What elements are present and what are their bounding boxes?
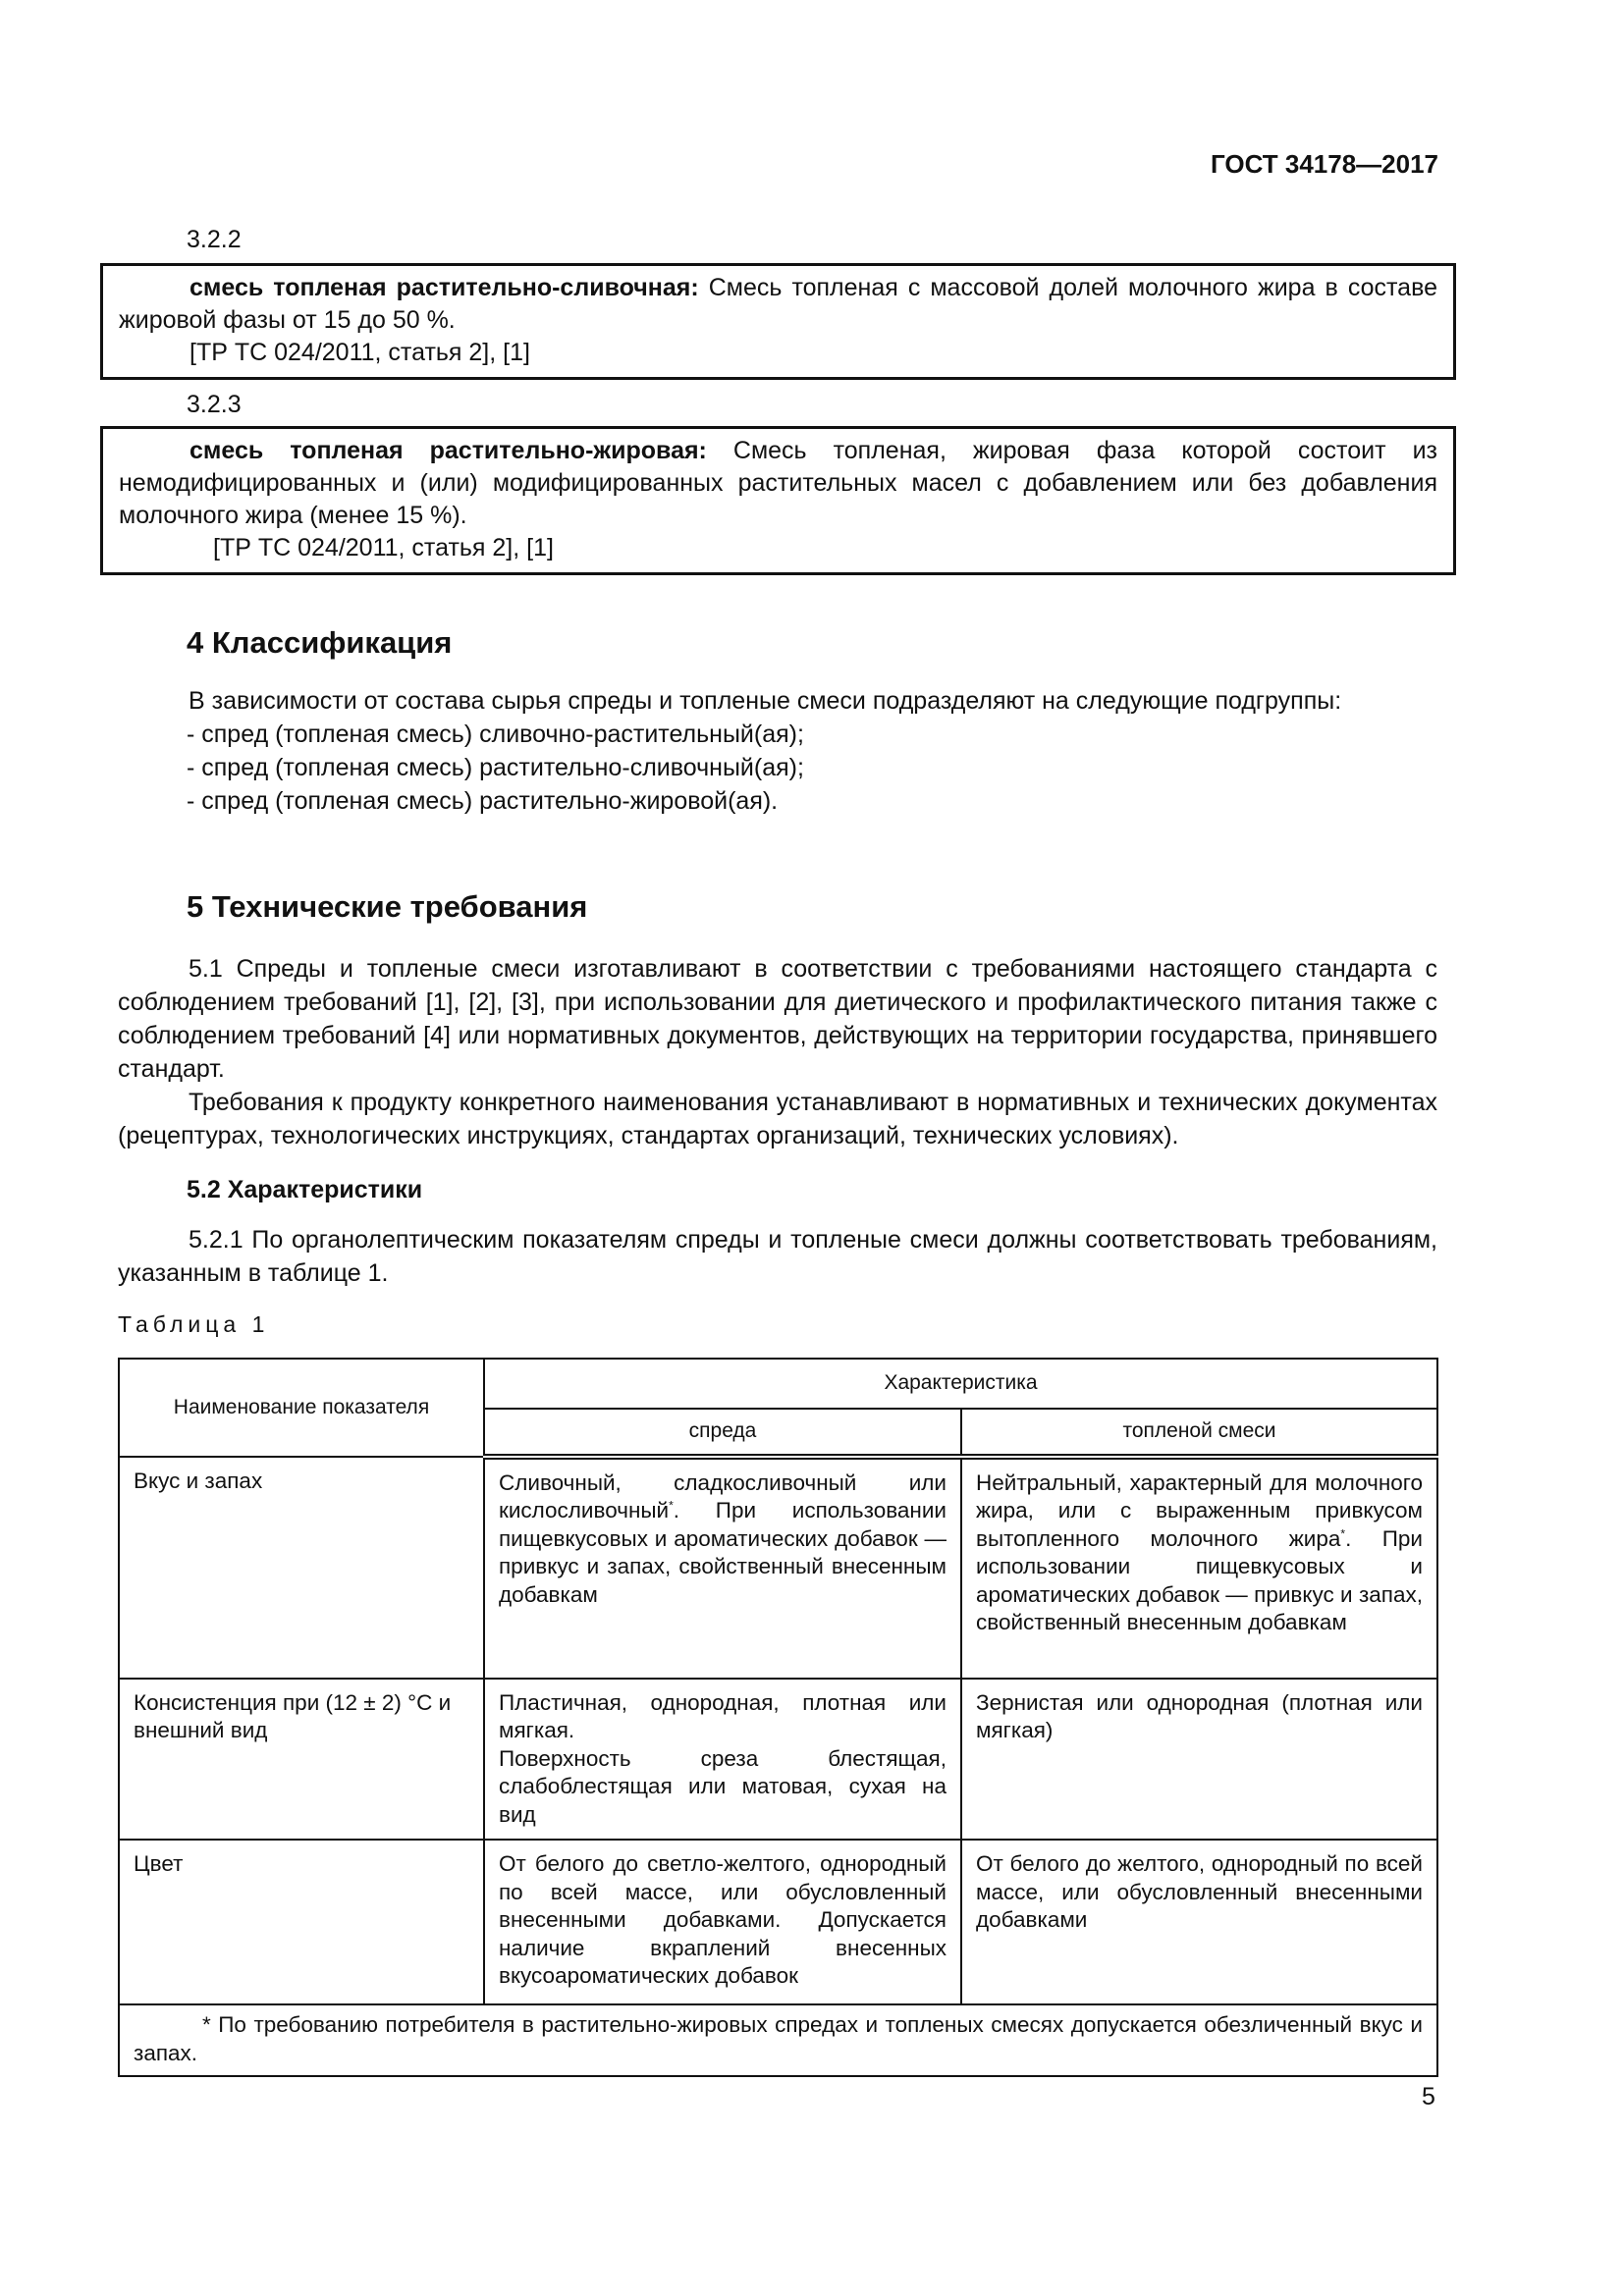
table-footnote-row bbox=[119, 2004, 1437, 2076]
subsection-heading: 5.2 Характеристики bbox=[187, 1176, 423, 1203]
term-title: смесь топленая растительно-сливочная: bbox=[189, 274, 699, 301]
cell-name: Цвет bbox=[119, 1840, 484, 2004]
term-title: смесь топленая растительно-жировая: bbox=[189, 437, 707, 464]
cell-text: Нейтральный, характерный для молочного жира, или с выраженным привкусом вытопленного молочного жира bbox=[976, 1469, 1423, 1551]
term-number: 3.2.2 bbox=[187, 226, 242, 253]
cell-spread: От белого до светло-желтого, однородный по всей массе, или обусловленный внесенными добавками. Допускается наличие вкраплений внесенных вкусоароматических добавок bbox=[484, 1840, 961, 2004]
table-row bbox=[119, 1679, 1437, 1841]
table-footnote: * По требованию потребителя в растительно-жировых спредах и топленых смесях допускается обезличенный вкус и запах. bbox=[119, 2004, 1437, 2076]
document-id: ГОСТ 34178—2017 bbox=[1211, 149, 1438, 179]
cell-melted: От белого до желтого, однородный по всей массе, или обусловленный внесенными добавками bbox=[961, 1840, 1437, 2004]
column-header: топленой смеси bbox=[961, 1409, 1437, 1457]
list-item: - спред (топленая смесь) растительно-сливочный(ая); bbox=[187, 754, 804, 781]
section-4-body bbox=[118, 684, 1437, 818]
section-5-body bbox=[118, 952, 1437, 1152]
column-header: Наименование показателя bbox=[119, 1359, 484, 1457]
term-number: 3.2.3 bbox=[187, 391, 242, 418]
paragraph: 5.1 Спреды и топленые смеси изготавливают в соответствии с требованиями настоящего стандарта с соблюдением требований [1], [2], [3], при использовании для диетического и профилактического питания также с соблюдением требований [4] или нормативных документов, действующих на территории государства, принявшего стандарт. bbox=[118, 955, 1437, 1083]
term-definition-box bbox=[100, 263, 1456, 380]
cell-text: . При использовании пищевкусовых и ароматических добавок — привкус и запах, свойственный внесенным добавкам bbox=[499, 1498, 947, 1607]
cell-name: Вкус и запах bbox=[119, 1457, 484, 1679]
cell-name: Консистенция при (12 ± 2) °С и внешний вид bbox=[119, 1679, 484, 1841]
cell-text: . При использовании пищевкусовых и ароматических добавок — привкус и запах, свойственный внесенным добавкам bbox=[976, 1525, 1423, 1634]
term-text: Смесь топленая, жировая фаза которой состоит из немодифицированных и (или) модифицированных растительных масел с добавлением или без добавления молочного жира (менее 15 %). bbox=[119, 437, 1437, 529]
table-row bbox=[119, 1457, 1437, 1679]
section-heading: 5 Технические требования bbox=[187, 889, 588, 924]
column-group-header: Характеристика bbox=[484, 1359, 1437, 1409]
cell-text: Поверхность среза блестящая, слабоблестящая или матовая, сухая на вид bbox=[499, 1745, 947, 1827]
cell-text: Пластичная, однородная, плотная или мягкая. bbox=[499, 1689, 947, 1742]
term-definition-box bbox=[100, 426, 1456, 575]
cell-text: Сливочный, сладкосливочный или кислосливочный bbox=[499, 1469, 947, 1522]
list-item: - спред (топленая смесь) сливочно-растительный(ая); bbox=[187, 721, 804, 748]
column-header: спреда bbox=[484, 1409, 961, 1457]
table-caption: Таблица 1 bbox=[118, 1311, 270, 1337]
paragraph: 5.2.1 По органолептическим показателям спреды и топленые смеси должны соответствовать требованиям, указанным в таблице 1. bbox=[118, 1226, 1437, 1287]
page-number: 5 bbox=[1422, 2083, 1435, 2110]
term-reference: [ТР ТС 024/2011, статья 2], [1] bbox=[213, 534, 554, 561]
paragraph: Требования к продукту конкретного наименования устанавливают в нормативных и технических документах (рецептурах, технологических инструкциях, стандартах организаций, технических условиях). bbox=[118, 1089, 1437, 1149]
table-row bbox=[119, 1840, 1437, 2004]
term-reference: [ТР ТС 024/2011, статья 2], [1] bbox=[189, 339, 530, 366]
cell-melted bbox=[961, 1457, 1437, 1679]
paragraph: В зависимости от состава сырья спреды и топленые смеси подразделяют на следующие подгруппы: bbox=[189, 687, 1342, 715]
list-item: - спред (топленая смесь) растительно-жировой(ая). bbox=[187, 787, 779, 815]
cell-melted: Зернистая или однородная (плотная или мягкая) bbox=[961, 1679, 1437, 1841]
paragraph-5-2-1 bbox=[118, 1223, 1437, 1290]
footnote-mark: * bbox=[1340, 1526, 1346, 1540]
cell-spread bbox=[484, 1679, 961, 1841]
cell-spread bbox=[484, 1457, 961, 1679]
section-heading: 4 Классификация bbox=[187, 625, 453, 660]
footnote-mark: * bbox=[669, 1498, 674, 1513]
term-text: Смесь топленая с массовой долей молочного жира в составе жировой фазы от 15 до 50 %. bbox=[119, 274, 1437, 334]
characteristics-table bbox=[118, 1358, 1438, 2077]
